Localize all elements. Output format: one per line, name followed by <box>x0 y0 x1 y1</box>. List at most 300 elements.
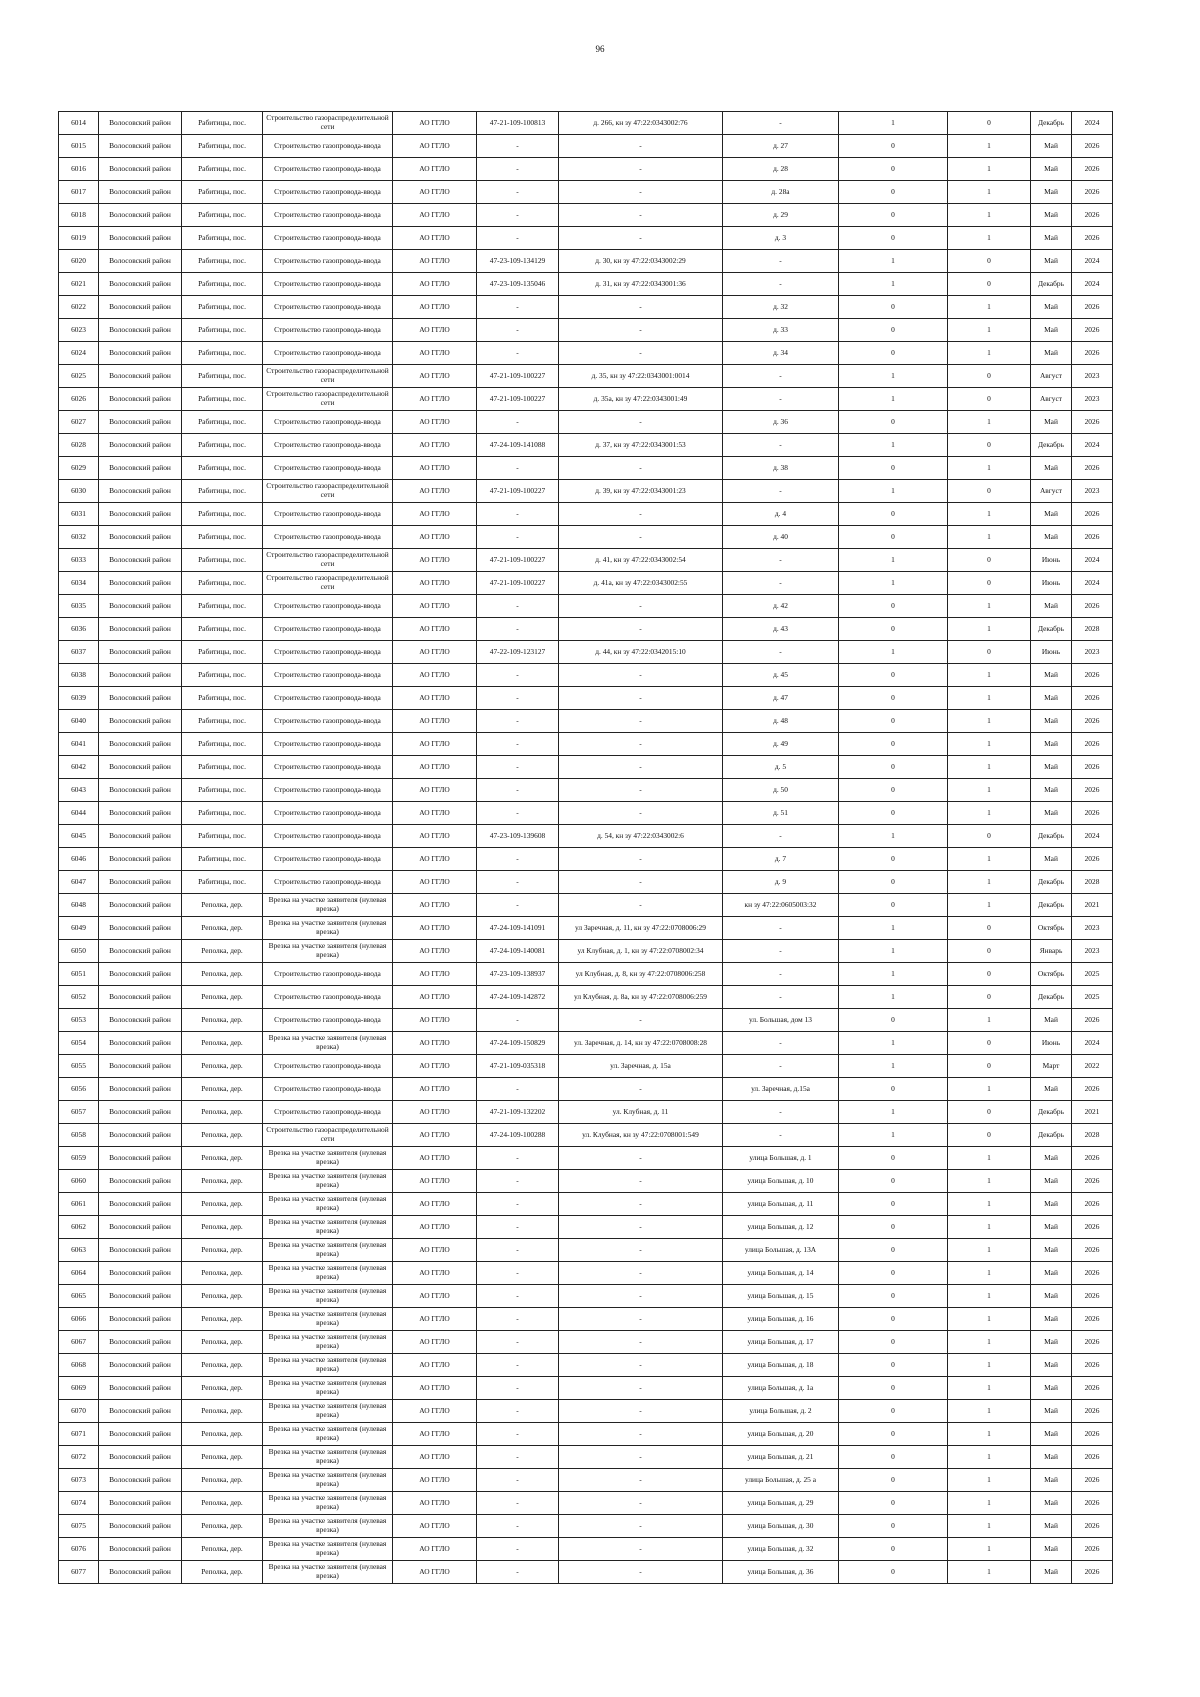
cell-id: 6036 <box>59 618 99 641</box>
cell-month: Май <box>1031 710 1072 733</box>
table-row <box>59 825 1113 848</box>
cell-settlement: Рабитицы, пос. <box>182 181 263 204</box>
cell-flag_b: 1 <box>948 342 1031 365</box>
cell-settlement: Рабитицы, пос. <box>182 687 263 710</box>
cell-settlement: Рабитицы, пос. <box>182 641 263 664</box>
cell-year: 2026 <box>1072 1331 1113 1354</box>
cell-district: Волосовский район <box>99 411 182 434</box>
cell-month: Май <box>1031 779 1072 802</box>
cell-district: Волосовский район <box>99 365 182 388</box>
cell-flag_a: 1 <box>839 917 948 940</box>
table-row <box>59 733 1113 756</box>
cell-permit_no: - <box>477 1331 559 1354</box>
cell-flag_b: 0 <box>948 1032 1031 1055</box>
cell-permit_no: 47-23-109-139608 <box>477 825 559 848</box>
cell-address: улица Большая, д. 11 <box>723 1193 839 1216</box>
cell-flag_a: 0 <box>839 342 948 365</box>
cell-year: 2026 <box>1072 1216 1113 1239</box>
cell-district: Волосовский район <box>99 319 182 342</box>
cell-month: Март <box>1031 1055 1072 1078</box>
table-row <box>59 296 1113 319</box>
cell-flag_a: 0 <box>839 1308 948 1331</box>
cell-permit_no: 47-23-109-135046 <box>477 273 559 296</box>
cell-address: д. 28 <box>723 158 839 181</box>
cell-cadastral: - <box>559 503 723 526</box>
cell-address: - <box>723 1124 839 1147</box>
cell-operator: АО ГГЛО <box>393 365 477 388</box>
cell-work_type: Строительство газораспределительной сети <box>263 549 393 572</box>
cell-permit_no: - <box>477 135 559 158</box>
cell-settlement: Рабитицы, пос. <box>182 733 263 756</box>
cell-settlement: Реполка, дер. <box>182 1561 263 1584</box>
table-body <box>59 112 1113 1584</box>
cell-district: Волосовский район <box>99 664 182 687</box>
cell-id: 6016 <box>59 158 99 181</box>
cell-operator: АО ГГЛО <box>393 480 477 503</box>
cell-settlement: Рабитицы, пос. <box>182 710 263 733</box>
cell-settlement: Рабитицы, пос. <box>182 825 263 848</box>
cell-flag_b: 1 <box>948 1239 1031 1262</box>
cell-operator: АО ГГЛО <box>393 940 477 963</box>
cell-settlement: Рабитицы, пос. <box>182 595 263 618</box>
cell-flag_a: 0 <box>839 135 948 158</box>
cell-flag_a: 0 <box>839 779 948 802</box>
cell-month: Октябрь <box>1031 917 1072 940</box>
cell-operator: АО ГГЛО <box>393 1400 477 1423</box>
cell-year: 2026 <box>1072 710 1113 733</box>
cell-address: - <box>723 388 839 411</box>
cell-month: Май <box>1031 1308 1072 1331</box>
cell-month: Май <box>1031 1400 1072 1423</box>
cell-settlement: Реполка, дер. <box>182 894 263 917</box>
table-row <box>59 181 1113 204</box>
cell-settlement: Реполка, дер. <box>182 1101 263 1124</box>
cell-settlement: Рабитицы, пос. <box>182 802 263 825</box>
cell-flag_a: 1 <box>839 572 948 595</box>
cell-year: 2021 <box>1072 894 1113 917</box>
cell-district: Волосовский район <box>99 871 182 894</box>
cell-month: Июнь <box>1031 1032 1072 1055</box>
cell-work_type: Строительство газопровода-ввода <box>263 342 393 365</box>
cell-id: 6034 <box>59 572 99 595</box>
cell-flag_a: 0 <box>839 1469 948 1492</box>
cell-settlement: Рабитицы, пос. <box>182 756 263 779</box>
cell-flag_a: 0 <box>839 1262 948 1285</box>
cell-cadastral: - <box>559 204 723 227</box>
cell-settlement: Рабитицы, пос. <box>182 526 263 549</box>
cell-id: 6056 <box>59 1078 99 1101</box>
cell-year: 2026 <box>1072 181 1113 204</box>
cell-operator: АО ГГЛО <box>393 1446 477 1469</box>
cell-id: 6052 <box>59 986 99 1009</box>
table-row <box>59 135 1113 158</box>
cell-permit_no: 47-22-109-123127 <box>477 641 559 664</box>
cell-flag_a: 0 <box>839 1078 948 1101</box>
cell-flag_a: 1 <box>839 480 948 503</box>
cell-settlement: Реполка, дер. <box>182 1239 263 1262</box>
cell-cadastral: - <box>559 526 723 549</box>
registry-table <box>58 111 1113 1584</box>
cell-operator: АО ГГЛО <box>393 342 477 365</box>
cell-cadastral: ул. Клубная, кн зу 47:22:0708001:549 <box>559 1124 723 1147</box>
cell-id: 6063 <box>59 1239 99 1262</box>
cell-district: Волосовский район <box>99 1078 182 1101</box>
cell-id: 6022 <box>59 296 99 319</box>
cell-district: Волосовский район <box>99 1239 182 1262</box>
cell-id: 6065 <box>59 1285 99 1308</box>
cell-year: 2026 <box>1072 848 1113 871</box>
cell-district: Волосовский район <box>99 158 182 181</box>
cell-flag_b: 0 <box>948 480 1031 503</box>
cell-id: 6025 <box>59 365 99 388</box>
cell-district: Волосовский район <box>99 1446 182 1469</box>
cell-flag_b: 1 <box>948 1331 1031 1354</box>
cell-id: 6051 <box>59 963 99 986</box>
cell-flag_a: 1 <box>839 1032 948 1055</box>
cell-flag_b: 1 <box>948 1469 1031 1492</box>
cell-district: Волосовский район <box>99 1124 182 1147</box>
cell-work_type: Строительство газопровода-ввода <box>263 434 393 457</box>
cell-year: 2026 <box>1072 411 1113 434</box>
cell-operator: АО ГГЛО <box>393 1239 477 1262</box>
cell-address: улица Большая, д. 18 <box>723 1354 839 1377</box>
cell-flag_a: 0 <box>839 1515 948 1538</box>
cell-flag_a: 1 <box>839 112 948 135</box>
cell-permit_no: - <box>477 1239 559 1262</box>
cell-cadastral: - <box>559 1446 723 1469</box>
cell-month: Декабрь <box>1031 1101 1072 1124</box>
cell-id: 6021 <box>59 273 99 296</box>
cell-district: Волосовский район <box>99 1009 182 1032</box>
cell-operator: АО ГГЛО <box>393 687 477 710</box>
cell-permit_no: - <box>477 1561 559 1584</box>
cell-flag_a: 0 <box>839 618 948 641</box>
cell-cadastral: - <box>559 894 723 917</box>
cell-flag_a: 1 <box>839 940 948 963</box>
cell-month: Май <box>1031 1193 1072 1216</box>
cell-flag_b: 1 <box>948 1193 1031 1216</box>
cell-permit_no: 47-21-109-035318 <box>477 1055 559 1078</box>
cell-month: Май <box>1031 457 1072 480</box>
table-row <box>59 480 1113 503</box>
cell-id: 6024 <box>59 342 99 365</box>
cell-cadastral: д. 31, кн зу 47:22:0343001:36 <box>559 273 723 296</box>
cell-address: улица Большая, д. 2 <box>723 1400 839 1423</box>
cell-work_type: Врезка на участке заявителя (нулевая врезка) <box>263 1193 393 1216</box>
cell-work_type: Врезка на участке заявителя (нулевая врезка) <box>263 1400 393 1423</box>
cell-month: Декабрь <box>1031 1124 1072 1147</box>
cell-address: ул. Заречная, д.15а <box>723 1078 839 1101</box>
cell-id: 6027 <box>59 411 99 434</box>
cell-settlement: Рабитицы, пос. <box>182 273 263 296</box>
cell-work_type: Строительство газопровода-ввода <box>263 710 393 733</box>
cell-work_type: Врезка на участке заявителя (нулевая врезка) <box>263 1561 393 1584</box>
cell-flag_a: 0 <box>839 1423 948 1446</box>
cell-settlement: Реполка, дер. <box>182 1331 263 1354</box>
cell-permit_no: 47-24-109-141088 <box>477 434 559 457</box>
cell-cadastral: д. 35, кн зу 47:22:0343001:0014 <box>559 365 723 388</box>
cell-district: Волосовский район <box>99 1170 182 1193</box>
cell-id: 6075 <box>59 1515 99 1538</box>
table-row <box>59 1285 1113 1308</box>
cell-permit_no: - <box>477 1308 559 1331</box>
cell-month: Май <box>1031 1469 1072 1492</box>
cell-district: Волосовский район <box>99 1308 182 1331</box>
cell-flag_b: 0 <box>948 825 1031 848</box>
cell-flag_b: 1 <box>948 158 1031 181</box>
cell-flag_a: 1 <box>839 434 948 457</box>
cell-work_type: Строительство газопровода-ввода <box>263 802 393 825</box>
cell-month: Декабрь <box>1031 273 1072 296</box>
table-row <box>59 1308 1113 1331</box>
table-row <box>59 894 1113 917</box>
cell-flag_a: 0 <box>839 687 948 710</box>
cell-month: Май <box>1031 1423 1072 1446</box>
cell-cadastral: д. 39, кн зу 47:22:0343001:23 <box>559 480 723 503</box>
cell-flag_a: 0 <box>839 1216 948 1239</box>
cell-settlement: Рабитицы, пос. <box>182 112 263 135</box>
cell-address: - <box>723 273 839 296</box>
cell-address: улица Большая, д. 14 <box>723 1262 839 1285</box>
cell-year: 2026 <box>1072 1377 1113 1400</box>
cell-permit_no: 47-23-109-134129 <box>477 250 559 273</box>
cell-district: Волосовский район <box>99 1469 182 1492</box>
cell-id: 6045 <box>59 825 99 848</box>
cell-month: Май <box>1031 526 1072 549</box>
cell-flag_b: 0 <box>948 273 1031 296</box>
cell-permit_no: - <box>477 733 559 756</box>
cell-cadastral: - <box>559 1193 723 1216</box>
cell-address: д. 43 <box>723 618 839 641</box>
cell-month: Октябрь <box>1031 963 1072 986</box>
cell-permit_no: 47-21-109-100813 <box>477 112 559 135</box>
cell-address: - <box>723 250 839 273</box>
cell-year: 2026 <box>1072 1515 1113 1538</box>
cell-permit_no: - <box>477 1147 559 1170</box>
table-row <box>59 250 1113 273</box>
cell-operator: АО ГГЛО <box>393 1377 477 1400</box>
cell-month: Декабрь <box>1031 434 1072 457</box>
cell-id: 6060 <box>59 1170 99 1193</box>
cell-id: 6014 <box>59 112 99 135</box>
cell-permit_no: - <box>477 1193 559 1216</box>
table-row <box>59 1377 1113 1400</box>
cell-address: - <box>723 434 839 457</box>
cell-flag_b: 1 <box>948 1216 1031 1239</box>
cell-work_type: Строительство газопровода-ввода <box>263 158 393 181</box>
cell-cadastral: - <box>559 848 723 871</box>
cell-permit_no: - <box>477 1423 559 1446</box>
cell-work_type: Строительство газопровода-ввода <box>263 779 393 802</box>
cell-month: Май <box>1031 1147 1072 1170</box>
cell-address: улица Большая, д. 15 <box>723 1285 839 1308</box>
cell-flag_b: 1 <box>948 227 1031 250</box>
cell-settlement: Рабитицы, пос. <box>182 434 263 457</box>
cell-work_type: Строительство газопровода-ввода <box>263 227 393 250</box>
cell-address: д. 48 <box>723 710 839 733</box>
cell-year: 2023 <box>1072 641 1113 664</box>
cell-year: 2023 <box>1072 917 1113 940</box>
cell-settlement: Реполка, дер. <box>182 917 263 940</box>
cell-id: 6037 <box>59 641 99 664</box>
cell-flag_b: 1 <box>948 319 1031 342</box>
table-row <box>59 1423 1113 1446</box>
cell-settlement: Реполка, дер. <box>182 1538 263 1561</box>
cell-year: 2021 <box>1072 1101 1113 1124</box>
cell-work_type: Строительство газопровода-ввода <box>263 457 393 480</box>
cell-work_type: Строительство газопровода-ввода <box>263 1055 393 1078</box>
cell-year: 2026 <box>1072 687 1113 710</box>
cell-address: д. 3 <box>723 227 839 250</box>
cell-operator: АО ГГЛО <box>393 388 477 411</box>
cell-address: - <box>723 917 839 940</box>
table-row <box>59 802 1113 825</box>
cell-flag_b: 1 <box>948 1377 1031 1400</box>
cell-district: Волосовский район <box>99 549 182 572</box>
cell-permit_no: - <box>477 204 559 227</box>
cell-flag_b: 1 <box>948 1308 1031 1331</box>
cell-flag_a: 0 <box>839 158 948 181</box>
cell-month: Май <box>1031 1446 1072 1469</box>
cell-year: 2028 <box>1072 871 1113 894</box>
cell-district: Волосовский район <box>99 802 182 825</box>
cell-operator: АО ГГЛО <box>393 871 477 894</box>
cell-month: Декабрь <box>1031 894 1072 917</box>
cell-cadastral: - <box>559 1515 723 1538</box>
cell-flag_a: 0 <box>839 710 948 733</box>
cell-month: Май <box>1031 319 1072 342</box>
cell-year: 2024 <box>1072 572 1113 595</box>
cell-cadastral: ул. Заречная, д. 15а <box>559 1055 723 1078</box>
cell-year: 2026 <box>1072 1561 1113 1584</box>
cell-address: д. 29 <box>723 204 839 227</box>
cell-address: д. 36 <box>723 411 839 434</box>
cell-month: Декабрь <box>1031 986 1072 1009</box>
cell-operator: АО ГГЛО <box>393 457 477 480</box>
cell-permit_no: 47-24-109-140081 <box>477 940 559 963</box>
table-row <box>59 664 1113 687</box>
cell-id: 6026 <box>59 388 99 411</box>
table-row <box>59 1538 1113 1561</box>
cell-permit_no: - <box>477 1285 559 1308</box>
cell-work_type: Строительство газопровода-ввода <box>263 733 393 756</box>
cell-work_type: Строительство газопровода-ввода <box>263 618 393 641</box>
cell-cadastral: - <box>559 1469 723 1492</box>
table-row <box>59 1101 1113 1124</box>
cell-district: Волосовский район <box>99 480 182 503</box>
cell-cadastral: - <box>559 296 723 319</box>
cell-address: улица Большая, д. 1а <box>723 1377 839 1400</box>
cell-address: д. 45 <box>723 664 839 687</box>
cell-work_type: Врезка на участке заявителя (нулевая врезка) <box>263 1216 393 1239</box>
cell-settlement: Реполка, дер. <box>182 1124 263 1147</box>
cell-operator: АО ГГЛО <box>393 181 477 204</box>
cell-id: 6023 <box>59 319 99 342</box>
cell-work_type: Врезка на участке заявителя (нулевая врезка) <box>263 1032 393 1055</box>
cell-permit_no: - <box>477 1216 559 1239</box>
cell-permit_no: - <box>477 871 559 894</box>
cell-address: д. 5 <box>723 756 839 779</box>
cell-id: 6073 <box>59 1469 99 1492</box>
cell-work_type: Строительство газопровода-ввода <box>263 963 393 986</box>
table-row <box>59 917 1113 940</box>
cell-cadastral: - <box>559 1377 723 1400</box>
table-row <box>59 457 1113 480</box>
cell-address: - <box>723 963 839 986</box>
cell-cadastral: - <box>559 1078 723 1101</box>
table-row <box>59 549 1113 572</box>
cell-district: Волосовский район <box>99 181 182 204</box>
cell-permit_no: 47-21-109-100227 <box>477 572 559 595</box>
cell-settlement: Реполка, дер. <box>182 940 263 963</box>
cell-month: Май <box>1031 227 1072 250</box>
cell-flag_b: 1 <box>948 710 1031 733</box>
cell-permit_no: - <box>477 1170 559 1193</box>
cell-id: 6032 <box>59 526 99 549</box>
table-row <box>59 1032 1113 1055</box>
cell-address: д. 4 <box>723 503 839 526</box>
cell-year: 2024 <box>1072 112 1113 135</box>
cell-work_type: Врезка на участке заявителя (нулевая врезка) <box>263 1469 393 1492</box>
cell-id: 6046 <box>59 848 99 871</box>
cell-operator: АО ГГЛО <box>393 1032 477 1055</box>
cell-flag_b: 1 <box>948 526 1031 549</box>
cell-cadastral: - <box>559 1561 723 1584</box>
cell-permit_no: - <box>477 710 559 733</box>
cell-flag_a: 1 <box>839 365 948 388</box>
cell-address: улица Большая, д. 13А <box>723 1239 839 1262</box>
cell-settlement: Реполка, дер. <box>182 1423 263 1446</box>
cell-id: 6028 <box>59 434 99 457</box>
cell-settlement: Рабитицы, пос. <box>182 227 263 250</box>
cell-work_type: Врезка на участке заявителя (нулевая врезка) <box>263 1147 393 1170</box>
cell-district: Волосовский район <box>99 1055 182 1078</box>
table-row <box>59 342 1113 365</box>
cell-operator: АО ГГЛО <box>393 618 477 641</box>
cell-month: Май <box>1031 595 1072 618</box>
cell-work_type: Врезка на участке заявителя (нулевая врезка) <box>263 1354 393 1377</box>
cell-work_type: Строительство газопровода-ввода <box>263 411 393 434</box>
cell-operator: АО ГГЛО <box>393 204 477 227</box>
cell-month: Май <box>1031 1170 1072 1193</box>
cell-flag_a: 0 <box>839 595 948 618</box>
cell-year: 2023 <box>1072 480 1113 503</box>
cell-flag_b: 0 <box>948 1124 1031 1147</box>
cell-district: Волосовский район <box>99 940 182 963</box>
cell-id: 6053 <box>59 1009 99 1032</box>
table-row <box>59 526 1113 549</box>
cell-operator: АО ГГЛО <box>393 135 477 158</box>
cell-operator: АО ГГЛО <box>393 112 477 135</box>
cell-permit_no: - <box>477 503 559 526</box>
cell-cadastral: д. 41, кн зу 47:22:0343002:54 <box>559 549 723 572</box>
cell-month: Июнь <box>1031 641 1072 664</box>
cell-flag_b: 1 <box>948 756 1031 779</box>
table-row <box>59 871 1113 894</box>
cell-flag_a: 0 <box>839 227 948 250</box>
table-row <box>59 1124 1113 1147</box>
cell-flag_a: 0 <box>839 733 948 756</box>
cell-flag_b: 0 <box>948 434 1031 457</box>
cell-permit_no: - <box>477 1354 559 1377</box>
cell-permit_no: - <box>477 1492 559 1515</box>
cell-flag_b: 1 <box>948 503 1031 526</box>
cell-settlement: Рабитицы, пос. <box>182 158 263 181</box>
cell-flag_b: 0 <box>948 917 1031 940</box>
cell-address: д. 9 <box>723 871 839 894</box>
cell-flag_b: 1 <box>948 618 1031 641</box>
cell-district: Волосовский район <box>99 1101 182 1124</box>
